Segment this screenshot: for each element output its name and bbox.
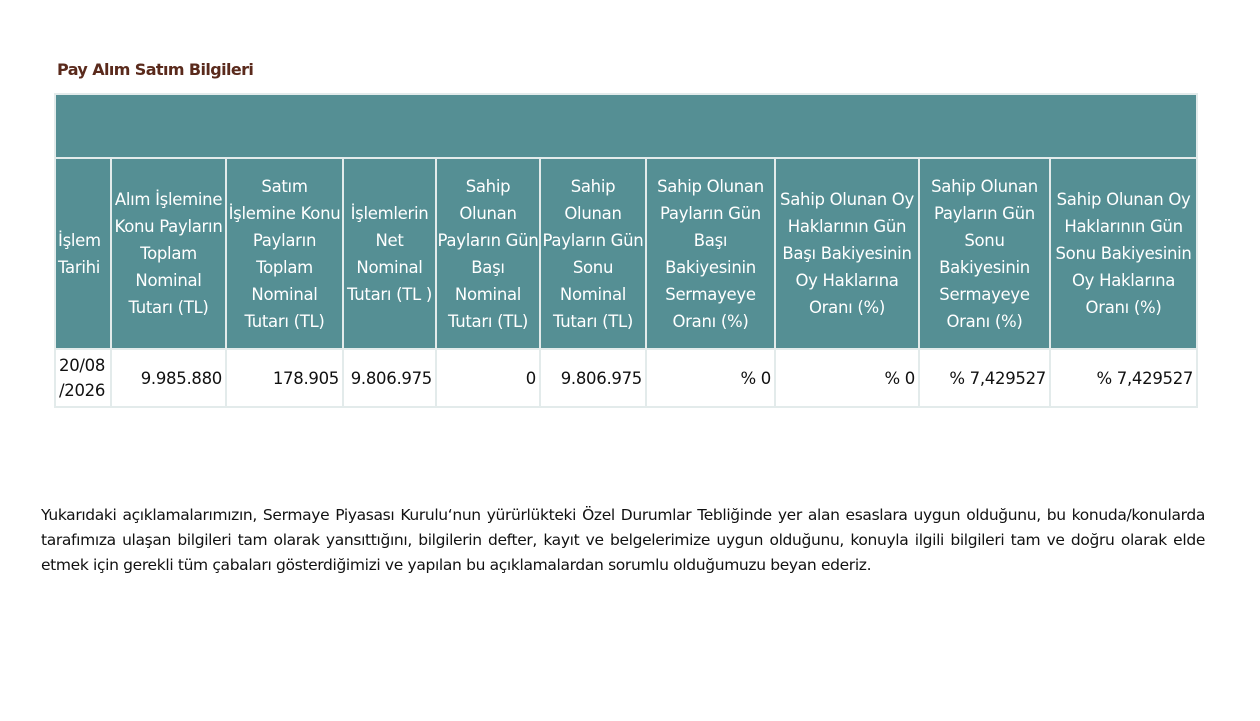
section-title: Pay Alım Satım Bilgileri	[57, 60, 254, 79]
cell-end-capital-ratio: % 7,429527	[919, 349, 1050, 407]
cell-purchase-total: 9.985.880	[111, 349, 226, 407]
column-header-sale-total: Satım İşlemine Konu Payların Toplam Nominal Tutarı (TL)	[226, 158, 343, 349]
cell-net-nominal: 9.806.975	[343, 349, 436, 407]
column-header-end-voting-ratio: Sahip Olunan Oy Haklarının Gün Sonu Bakiyesinin Oy Haklarına Oranı (%)	[1050, 158, 1197, 349]
column-header-start-capital-ratio: Sahip Olunan Payların Gün Başı Bakiyesinin Sermayeye Oranı (%)	[646, 158, 775, 349]
column-header-start-of-day-nominal: Sahip Olunan Payların Gün Başı Nominal Tutarı (TL)	[436, 158, 540, 349]
cell-start-of-day-nominal: 0	[436, 349, 540, 407]
table-header-row	[55, 158, 1197, 349]
table-title-band-cell	[55, 94, 1197, 158]
column-header-start-voting-ratio: Sahip Olunan Oy Haklarının Gün Başı Bakiyesinin Oy Haklarına Oranı (%)	[775, 158, 919, 349]
cell-sale-total: 178.905	[226, 349, 343, 407]
cell-end-voting-ratio: % 7,429527	[1050, 349, 1197, 407]
trade-info-table	[54, 93, 1198, 408]
cell-transaction-date: 20/08 /2026	[55, 349, 111, 407]
cell-start-capital-ratio: % 0	[646, 349, 775, 407]
column-header-net-nominal: İşlemlerin Net Nominal Tutarı (TL )	[343, 158, 436, 349]
table-row	[55, 349, 1197, 407]
cell-start-voting-ratio: % 0	[775, 349, 919, 407]
table-title-band	[55, 94, 1197, 158]
disclaimer-paragraph: Yukarıdaki açıklamalarımızın, Sermaye Piyasası Kurulu‘nun yürürlükteki Özel Durumlar Tebliğinde yer alan esaslara uygun olduğunu, bu konuda/konularda tarafımıza ulaşan bilgileri tam olarak yansıttığını, bilgilerin defter, kayıt ve belgelerimize uygun olduğunu, konuyla ilgili bilgileri tam ve doğru olarak elde etmek için gerekli tüm çabaları gösterdiğimizi ve yapılan bu açıklamalardan sorumlu olduğumuzu beyan ederiz.	[41, 505, 1205, 574]
cell-end-of-day-nominal: 9.806.975	[540, 349, 646, 407]
column-header-end-capital-ratio: Sahip Olunan Payların Gün Sonu Bakiyesinin Sermayeye Oranı (%)	[919, 158, 1050, 349]
column-header-transaction-date: İşlem Tarihi	[55, 158, 111, 349]
column-header-end-of-day-nominal: Sahip Olunan Payların Gün Sonu Nominal Tutarı (TL)	[540, 158, 646, 349]
column-header-purchase-total: Alım İşlemine Konu Payların Toplam Nominal Tutarı (TL)	[111, 158, 226, 349]
